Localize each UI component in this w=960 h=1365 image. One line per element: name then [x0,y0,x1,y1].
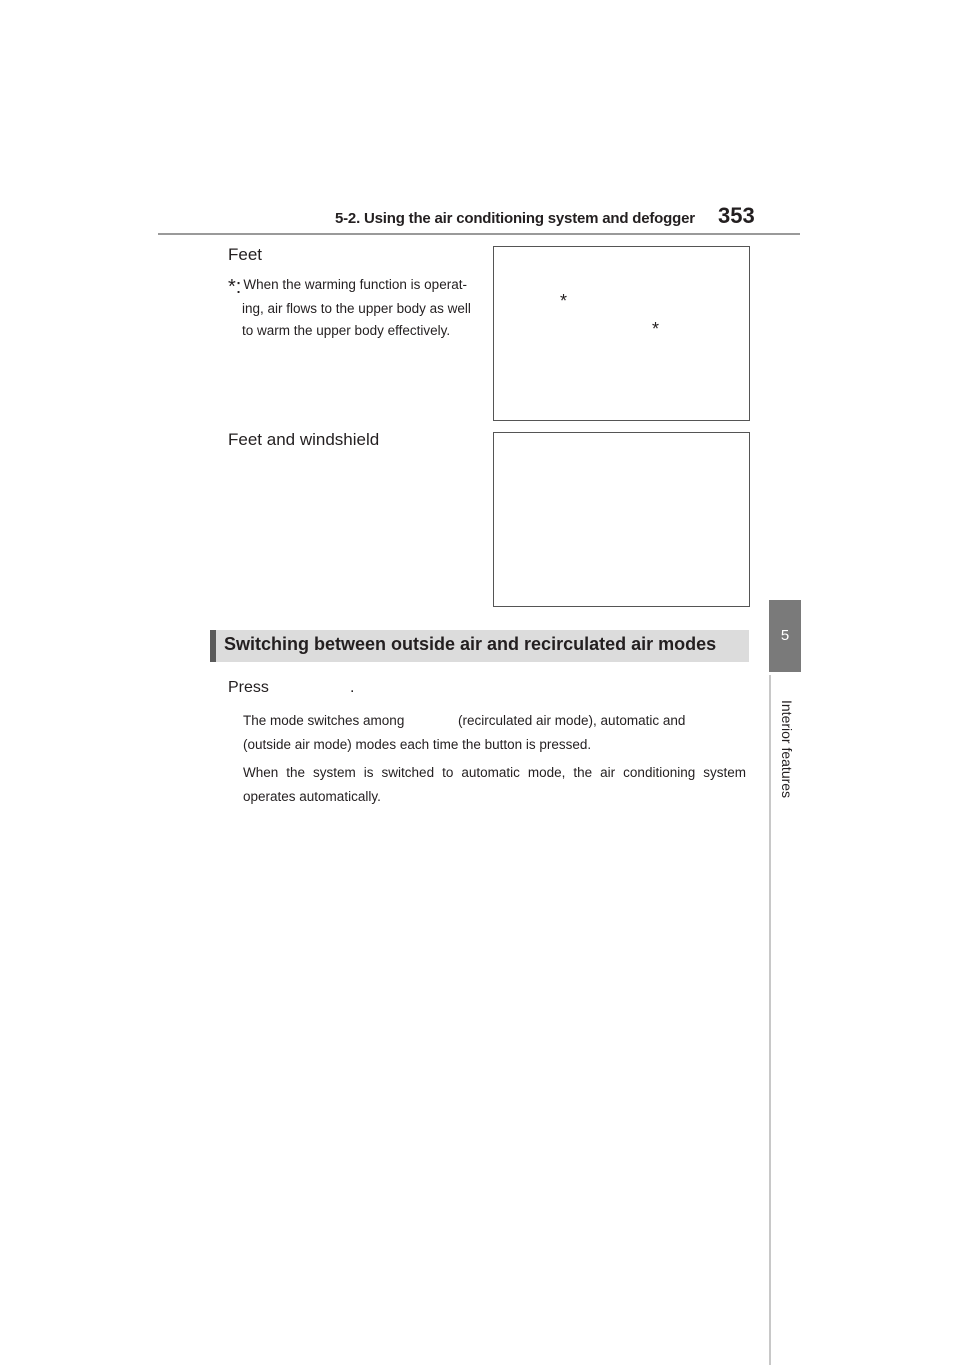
header-divider [158,233,800,235]
figure-star-1: * [560,291,568,311]
page-number: 353 [718,203,755,228]
feet-heading: Feet [228,245,263,264]
feet-windshield-heading: Feet and windshield [228,430,380,449]
para2-line2: operates automatically. [243,789,381,804]
note-marker: *: [228,276,242,298]
note-line-1: When the warming function is operat- [243,277,467,292]
note-line-3: to warm the upper body effectively. [242,323,451,338]
press-label: Press [228,679,269,696]
para2-line1: When the system is switched to automatic mode, the air conditioning system [243,765,746,780]
feet-windshield-figure [493,432,750,607]
side-divider [769,675,771,1365]
para1-line1-b: (recirculated air mode), automatic and [458,713,686,728]
warming-note [228,274,488,342]
figure-star-2: * [652,319,660,339]
section-accent [210,630,216,662]
feet-figure [493,246,750,421]
para1-line2: (outside air mode) modes each time the button is pressed. [243,737,592,752]
running-header: 5-2. Using the air conditioning system and defogger [335,210,695,227]
section-title: Switching between outside air and recirculated air modes [224,634,717,654]
chapter-label: Interior features [779,700,795,799]
press-suffix: . [350,679,355,696]
para1-line1-a: The mode switches among [243,713,405,728]
note-line-2: ing, air flows to the upper body as well [242,301,471,316]
chapter-tab: 5 [769,600,801,672]
